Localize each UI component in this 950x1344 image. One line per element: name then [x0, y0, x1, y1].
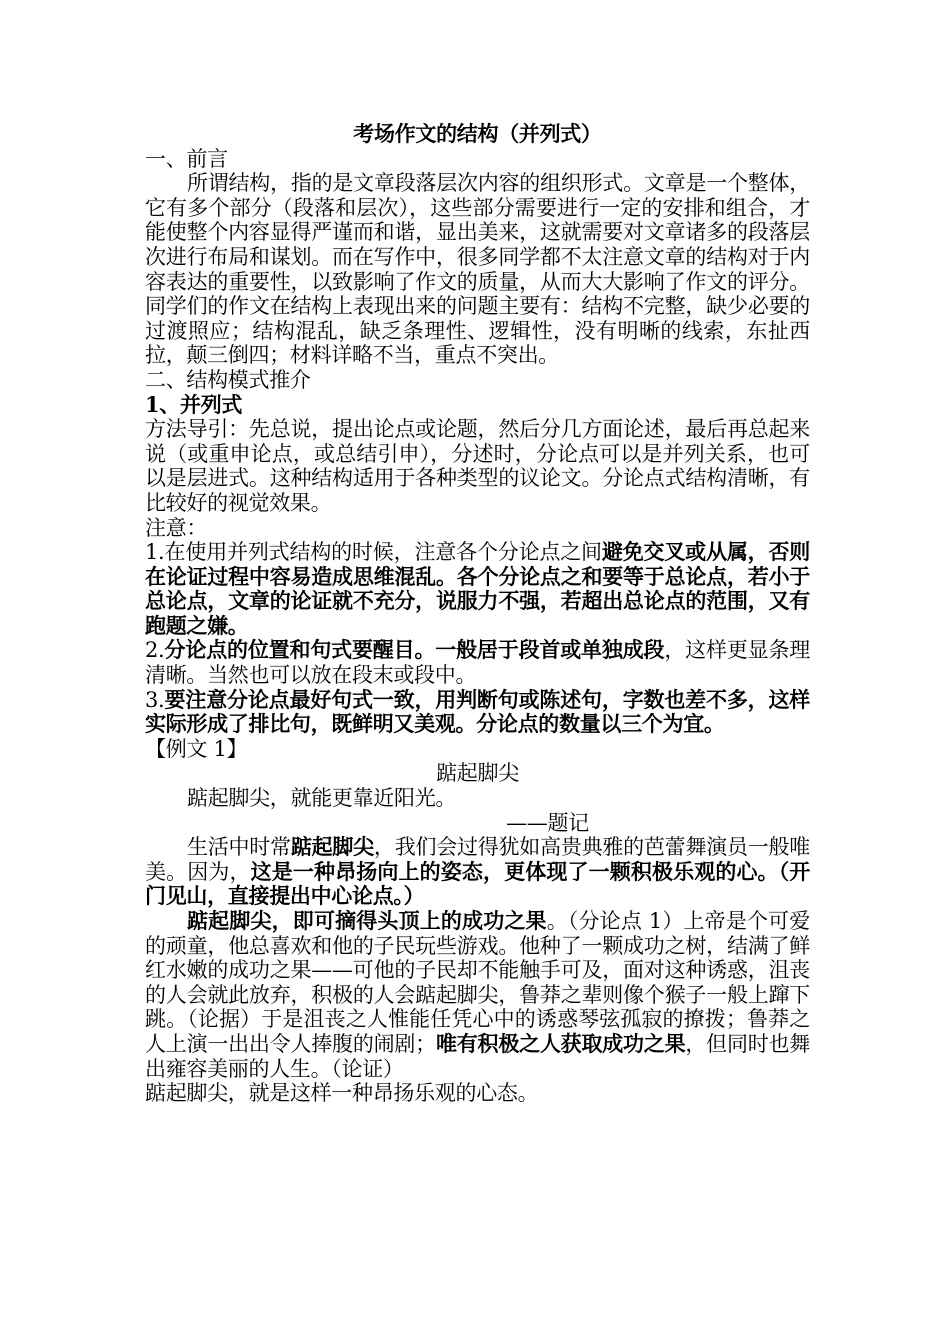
note-1-bold: 避免交叉或从属，否则在论证过程中容易造成思维混乱。各个分论点之和要等于总论点，若小于总论点，文章的论证就不充分，说服力不强，若超出总论点的范围，又有跑题之嫌。 — [145, 539, 810, 638]
note-2-text: ，这样更显条理清晰。当然也可以放在段末或段中。 — [145, 638, 810, 688]
p2-bold-c: 唯有积极之人获取成功之果 — [435, 1030, 686, 1056]
note-1-text: 1.在使用并列式结构的时候，注意各个分论点之间 — [145, 540, 602, 565]
epigraph: 踮起脚尖，就能更靠近阳光。 — [187, 786, 457, 811]
essay-title: 踮起脚尖 — [436, 761, 519, 786]
essay-paragraph-3: 踮起脚尖，就是这样一种昂扬乐观的心态。 — [145, 1081, 539, 1106]
example-label: 【例文 1】 — [145, 736, 248, 761]
epigraph-source: ——题记 — [506, 810, 589, 835]
note-3-bold: 要注意分论点最好句式一致，用判断句或陈述句，字数也差不多，这样实际形成了排比句，既鲜明又美观。分论点的数量以三个为宜。 — [145, 686, 810, 737]
document-title: 考场作文的结构（并列式） — [353, 121, 602, 146]
method-paragraph: 方法导引：先总说，提出论点或论题，然后分几方面论述，最后再总起来说（或重申论点，或总结引申），分述时，分论点可以是并列关系，也可以是层进式。这种结构适用于各种类型的议论文。分论点式结构清晰，有比较好的视觉效果。 — [145, 417, 810, 515]
section-heading-structure: 二、结构模式推介 — [145, 367, 311, 392]
note-label: 注意： — [145, 515, 208, 540]
p1-bold-d: 这是一种昂扬向上的姿态，更体现了一颗积极乐观的心。（开门见山，直接提出中心论点。） — [145, 858, 811, 909]
document-page — [145, 122, 810, 1106]
note-item-1 — [145, 540, 810, 638]
subsection-heading-text: 1、并列式 — [145, 391, 243, 417]
note-2-number: 2. — [145, 638, 165, 663]
essay-paragraph-1 — [145, 835, 810, 909]
p1-text-a: 生活中时常 — [187, 835, 291, 860]
note-item-2 — [145, 638, 810, 687]
essay-paragraph-2 — [145, 909, 810, 1081]
p1-text-c: ，我们会过得犹如高贵典雅的芭蕾舞演员一般唯美。因为， — [145, 835, 810, 884]
p2-text-d: ，但同时也舞出雍容美丽的人生。（论证） — [145, 1031, 810, 1081]
p2-text-b: 。（分论点 1）上帝是个可爱的顽童，他总喜欢和他的子民玩些游戏。他种了一颗成功之树，结满了鲜红水嫩的成功之果——可他的子民却不能触手可及，面对这种诱惑，沮丧的人会就此放弃，积极的人会踮起脚尖，鲁莽之辈则像个猴子一般上蹿下跳。（论据）于是沮丧之人惟能任凭心中的诱惑琴弦孤寂的撩拨；鲁莽之人上演一出出令人捧腹的闹剧； — [145, 909, 810, 1056]
subsection-heading-parallel — [145, 393, 810, 418]
note-item-3 — [145, 688, 810, 737]
note-2-bold: 分论点的位置和句式要醒目。一般居于段首或单独成段 — [164, 637, 665, 663]
note-3-number: 3. — [145, 687, 165, 712]
section-heading-preface: 一、前言 — [145, 146, 228, 171]
p2-bold-a: 踮起脚尖，即可摘得头顶上的成功之果 — [187, 908, 547, 933]
p1-bold-b: 踮起脚尖 — [290, 834, 374, 860]
preface-paragraph: 所谓结构，指的是文章段落层次内容的组织形式。文章是一个整体，它有多个部分（段落和层次），这些部分需要进行一定的安排和组合，才能使整个内容显得严谨而和谐，显出美来，这就需要对文章诸多的段落层次进行布局和谋划。而在写作中，很多同学都不太注意文章的结构对于内容表达的重要性，以致影响了作文的质量，从而大大影响了作文的评分。同学们的作文在结构上表现出来的问题主要有：结构不完整，缺少必要的过渡照应；结构混乱，缺乏条理性、逻辑性，没有明晰的线索，东扯西拉，颠三倒四；材料详略不当，重点不突出。 — [145, 171, 810, 368]
